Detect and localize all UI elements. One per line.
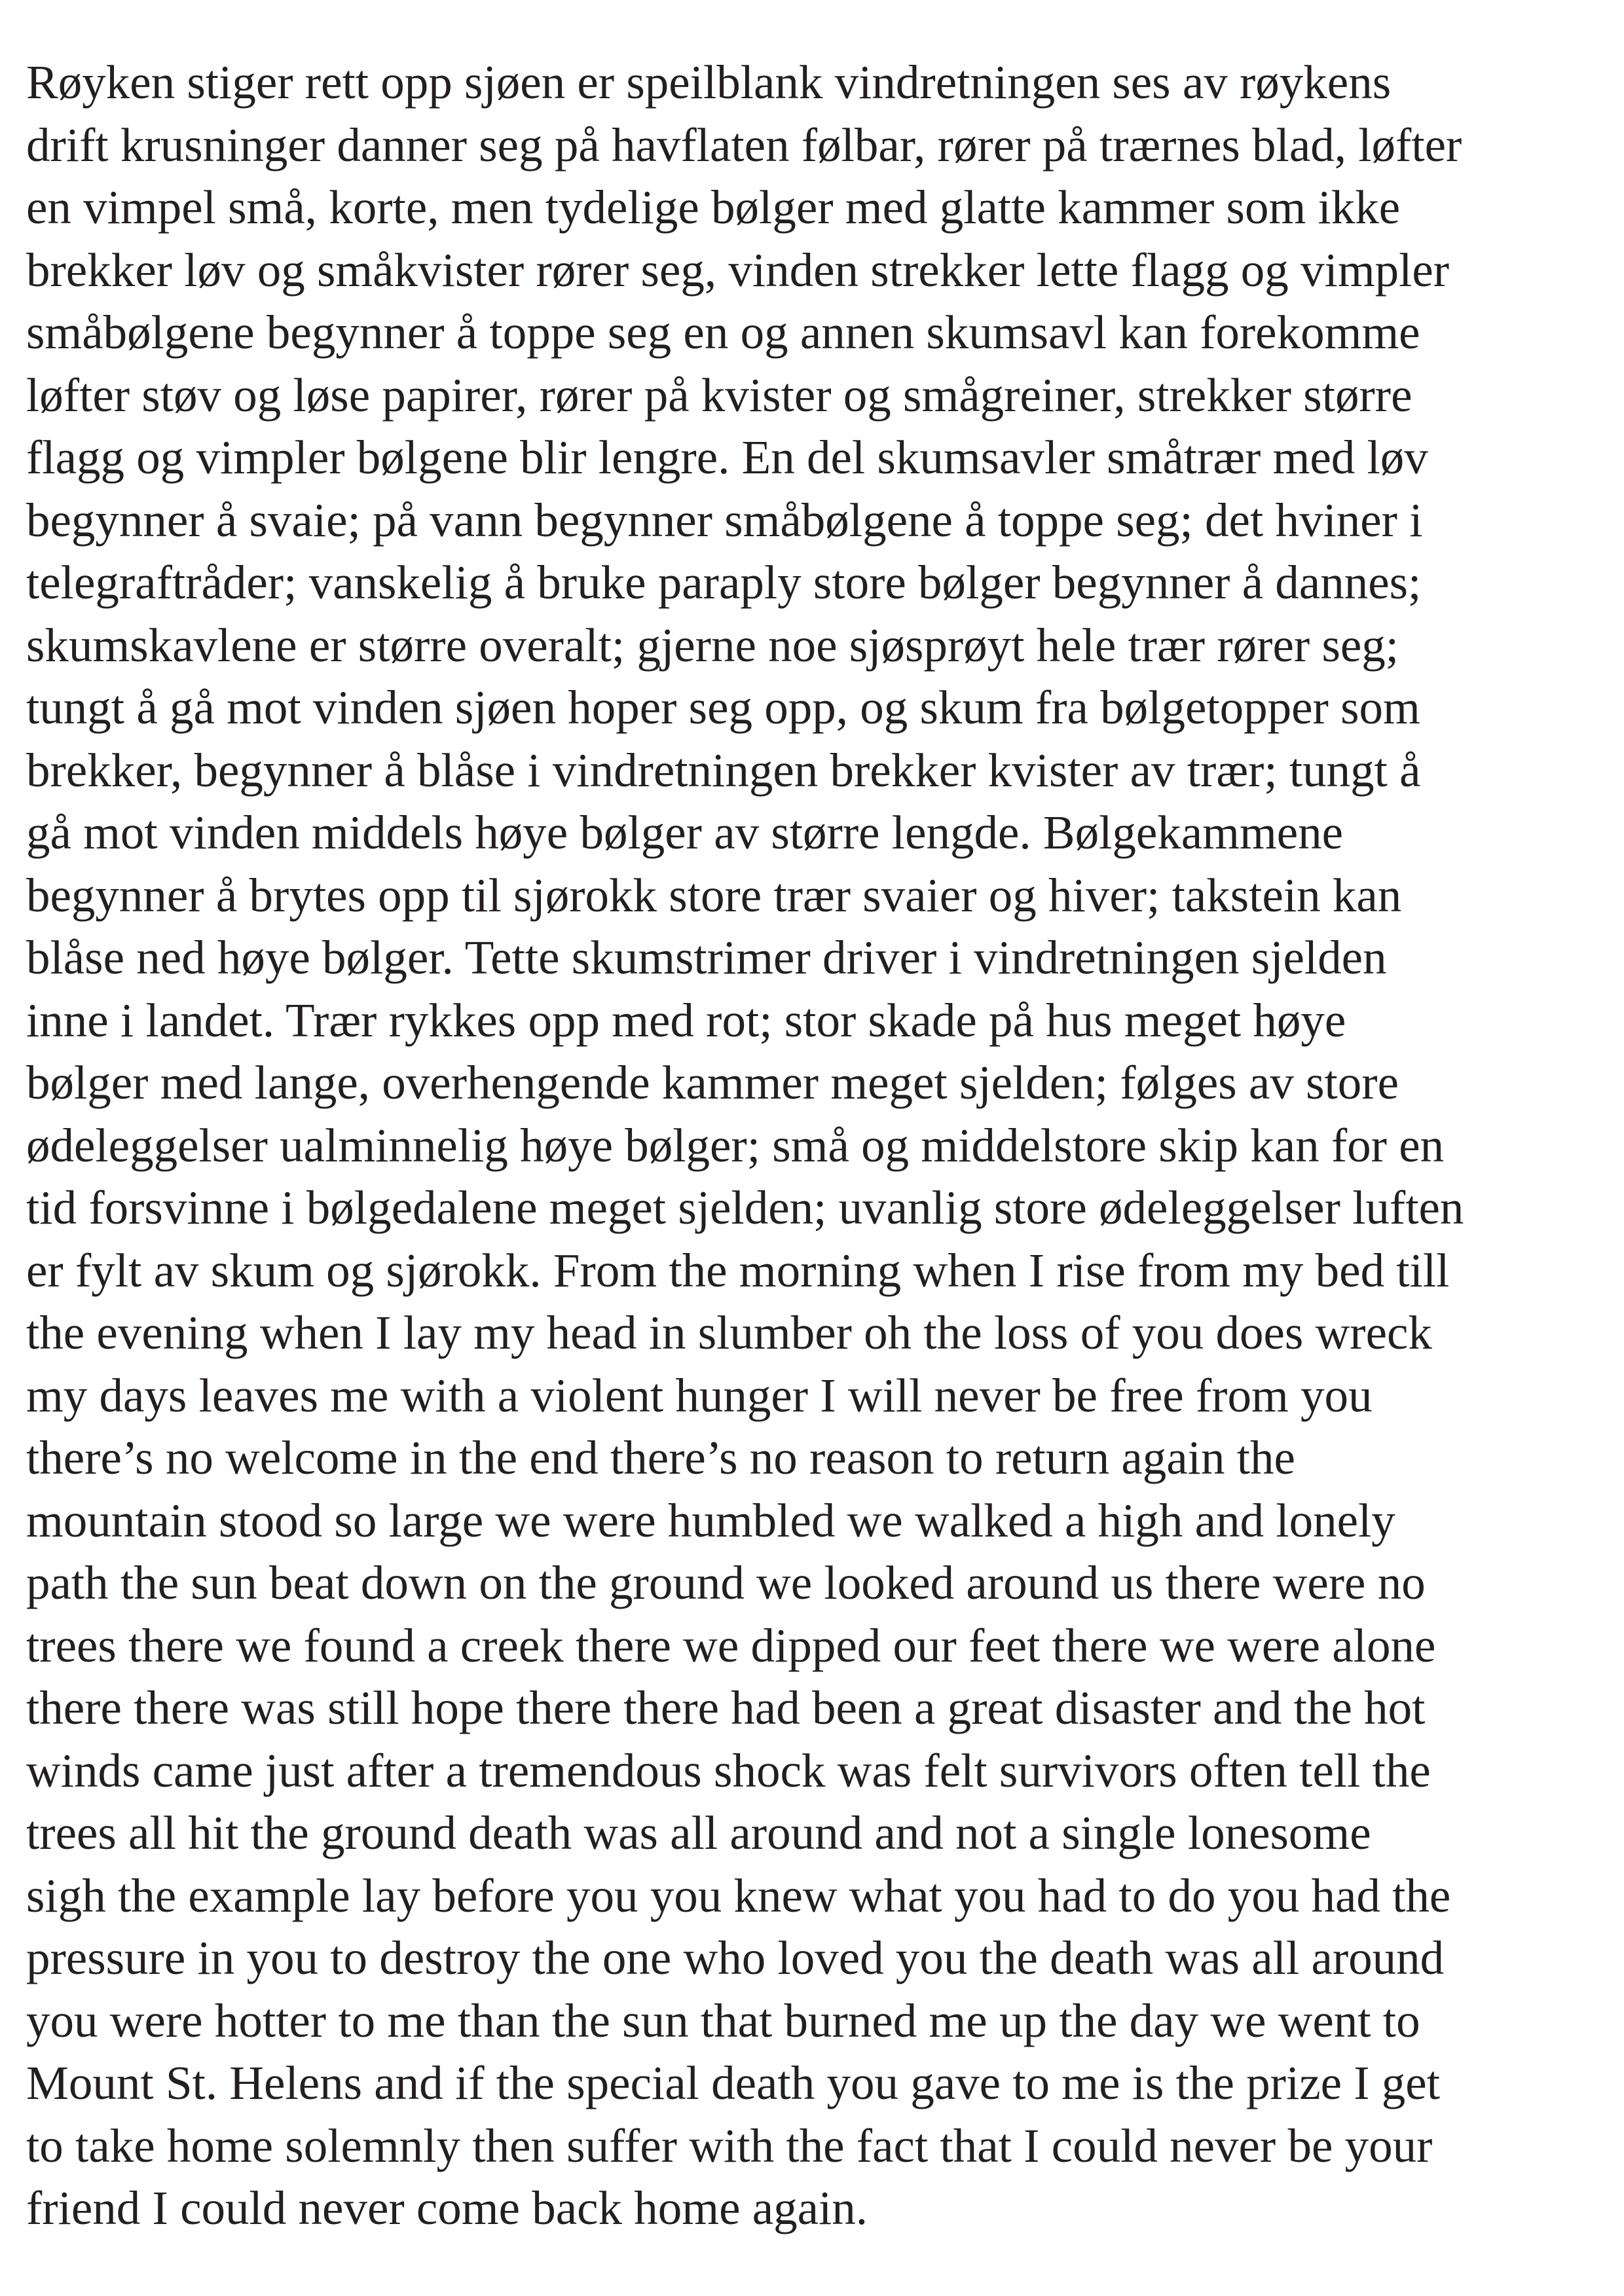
text-line: bølger med lange, overhengende kammer meget sjelden; følges av store — [26, 1056, 1399, 1109]
text-line: flagg og vimpler bølgene blir lengre. En del skumsavler småtrær med løv — [26, 431, 1428, 484]
text-line: skumskavlene er større overalt; gjerne noe sjøsprøyt hele trær rører seg; — [26, 618, 1399, 672]
text-line: brekker løv og småkvister rører seg, vinden strekker lette flagg og vimpler — [26, 243, 1450, 297]
body-text — [26, 51, 1611, 2240]
text-line: pressure in you to destroy the one who loved you the death was all around — [26, 1931, 1445, 1984]
text-line: you were hotter to me than the sun that burned me up the day we went to — [26, 1994, 1420, 2047]
text-line: to take home solemnly then suffer with the fact that I could never be your — [26, 2119, 1433, 2172]
text-line: en vimpel små, korte, men tydelige bølger med glatte kammer som ikke — [26, 181, 1401, 234]
text-line: sigh the example lay before you you knew what you had to do you had the — [26, 1868, 1451, 1922]
text-line: løfter støv og løse papirer, rører på kvister og smågreiner, strekker større — [26, 368, 1412, 422]
text-line: friend I could never come back home again. — [26, 2181, 868, 2234]
text-line: there’s no welcome in the end there’s no reason to return again the — [26, 1431, 1295, 1484]
text-line: Mount St. Helens and if the special death you gave to me is the prize I get — [26, 2056, 1440, 2109]
text-line: begynner å svaie; på vann begynner småbølgene å toppe seg; det hviner i — [26, 493, 1423, 547]
text-line: er fylt av skum og sjørokk. From the morning when I rise from my bed till — [26, 1243, 1450, 1297]
text-line: trees all hit the ground death was all around and not a single lonesome — [26, 1806, 1371, 1859]
text-line: there there was still hope there there had been a great disaster and the hot — [26, 1681, 1426, 1734]
text-line: trees there we found a creek there we dipped our feet there we were alone — [26, 1618, 1436, 1672]
text-line: telegraftråder; vanskelig å bruke paraply store bølger begynner å dannes; — [26, 556, 1422, 609]
text-line: blåse ned høye bølger. Tette skumstrimer driver i vindretningen sjelden — [26, 931, 1387, 984]
text-line: winds came just after a tremendous shock was felt survivors often tell the — [26, 1743, 1431, 1797]
text-line: tungt å gå mot vinden sjøen hoper seg opp, og skum fra bølgetopper som — [26, 681, 1420, 734]
text-line: småbølgene begynner å toppe seg en og annen skumsavl kan forekomme — [26, 306, 1420, 359]
text-line: inne i landet. Trær rykkes opp med rot; stor skade på hus meget høye — [26, 993, 1346, 1047]
text-line: mountain stood so large we were humbled we walked a high and lonely — [26, 1493, 1395, 1547]
text-line: begynner å brytes opp til sjørokk store trær svaier og hiver; takstein kan — [26, 868, 1402, 922]
text-line: gå mot vinden middels høye bølger av større lengde. Bølgekammene — [26, 806, 1344, 859]
text-line: ødeleggelser ualminnelig høye bølger; små og middelstore skip kan for en — [26, 1118, 1445, 1172]
text-line: brekker, begynner å blåse i vindretningen brekker kvister av trær; tungt å — [26, 743, 1421, 797]
text-line: Røyken stiger rett opp sjøen er speilblank vindretningen ses av røykens — [26, 56, 1392, 109]
text-line: tid forsvinne i bølgedalene meget sjelden; uvanlig store ødeleggelser luften — [26, 1181, 1464, 1234]
text-line: path the sun beat down on the ground we looked around us there were no — [26, 1556, 1426, 1609]
text-line: the evening when I lay my head in slumber oh the loss of you does wreck — [26, 1306, 1432, 1359]
text-line: drift krusninger danner seg på havflaten følbar, rører på trærnes blad, løfter — [26, 118, 1462, 172]
text-line: my days leaves me with a violent hunger I will never be free from you — [26, 1368, 1373, 1422]
